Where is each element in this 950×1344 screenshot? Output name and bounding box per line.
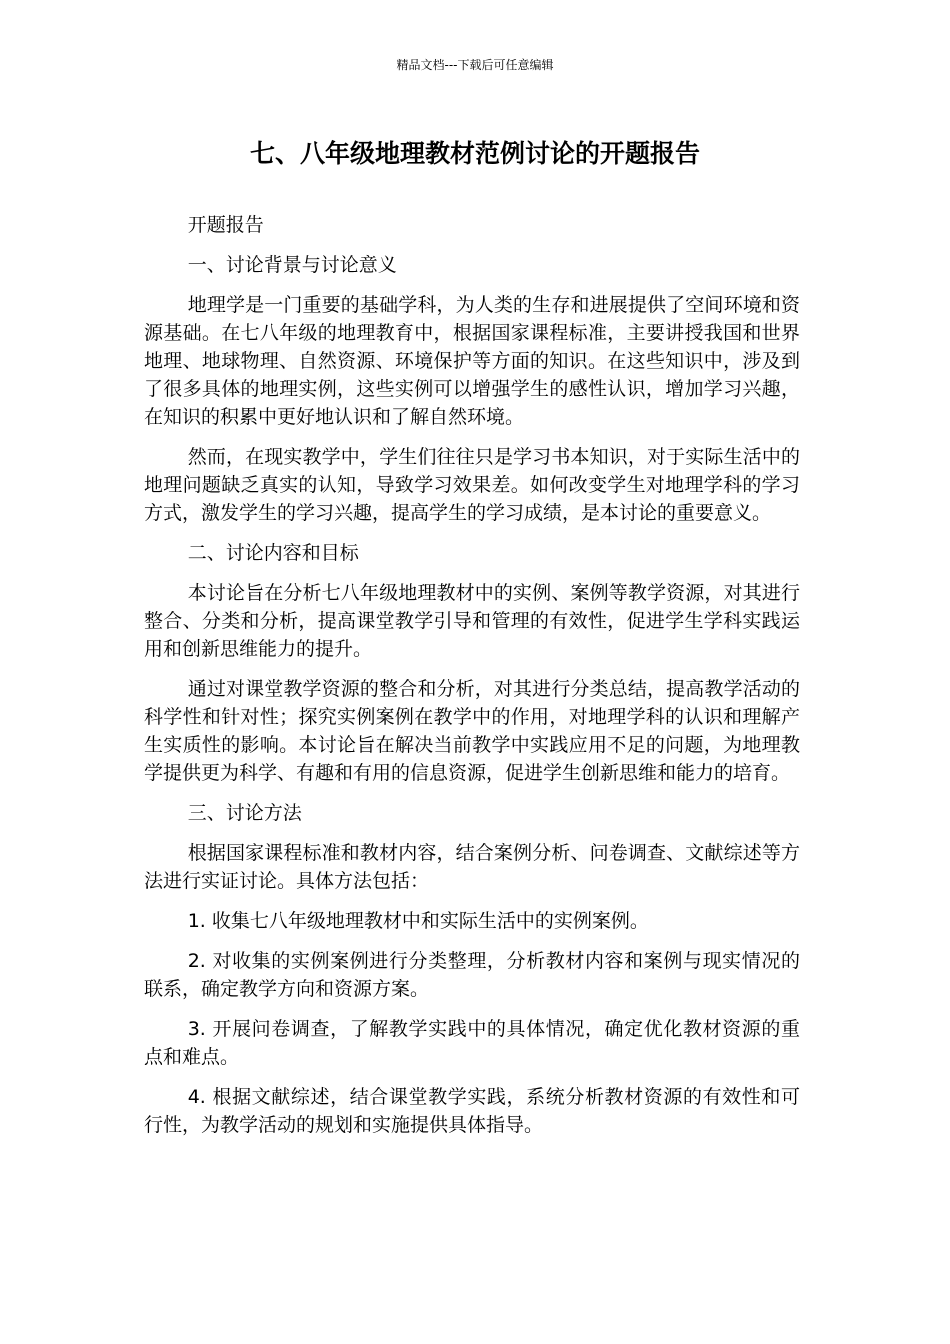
paragraph-methods-intro: 根据国家课程标准和教材内容，结合案例分析、问卷调查、文献综述等方法进行实证讨论。具体方法包括： [144, 842, 800, 892]
document-body [144, 211, 800, 1151]
method-item-3: 3. 开展问卷调查，了解教学实践中的具体情况，确定优化教材资源的重点和难点。 [144, 1018, 800, 1068]
header-note: 精品文档---下载后可任意编辑 [396, 58, 554, 72]
method-item-1: 1. 收集七八年级地理教材中和实际生活中的实例案例。 [187, 910, 649, 932]
paragraph-significance: 然而，在现实教学中，学生们往往只是学习书本知识，对于实际生活中的地理问题缺乏真实的认知，导致学习效果差。如何改变学生对地理学科的学习方式，激发学生的学习兴趣，提高学生的学习成绩，是本讨论的重要意义。 [144, 446, 800, 524]
document-title: 七、八年级地理教材范例讨论的开题报告 [249, 139, 700, 168]
section-heading-background: 一、讨论背景与讨论意义 [187, 254, 397, 276]
report-label: 开题报告 [187, 214, 264, 236]
section-heading-content: 二、讨论内容和目标 [187, 542, 359, 564]
paragraph-background: 地理学是一门重要的基础学科，为人类的生存和进展提供了空间环境和资源基础。在七八年级的地理教育中，根据国家课程标准，主要讲授我国和世界地理、地球物理、自然资源、环境保护等方面的知识。在这些知识中，涉及到了很多具体的地理实例，这些实例可以增强学生的感性认识，增加学习兴趣，在知识的积累中更好地认识和了解自然环境。 [144, 294, 800, 428]
method-item-4: 4. 根据文献综述，结合课堂教学实践，系统分析教材资源的有效性和可行性，为教学活动的规划和实施提供具体指导。 [144, 1086, 800, 1136]
method-item-2: 2. 对收集的实例案例进行分类整理，分析教材内容和案例与现实情况的联系，确定教学方向和资源方案。 [144, 950, 800, 1000]
paragraph-content: 本讨论旨在分析七八年级地理教材中的实例、案例等教学资源，对其进行整合、分类和分析，提高课堂教学引导和管理的有效性，促进学生学科实践运用和创新思维能力的提升。 [144, 582, 800, 660]
section-heading-methods: 三、讨论方法 [187, 802, 302, 824]
paragraph-goals: 通过对课堂教学资源的整合和分析，对其进行分类总结，提高教学活动的科学性和针对性；探究实例案例在教学中的作用，对地理学科的认识和理解产生实质性的影响。本讨论旨在解决当前教学中实践应用不足的问题，为地理教学提供更为科学、有趣和有用的信息资源，促进学生创新思维和能力的培育。 [144, 678, 800, 784]
